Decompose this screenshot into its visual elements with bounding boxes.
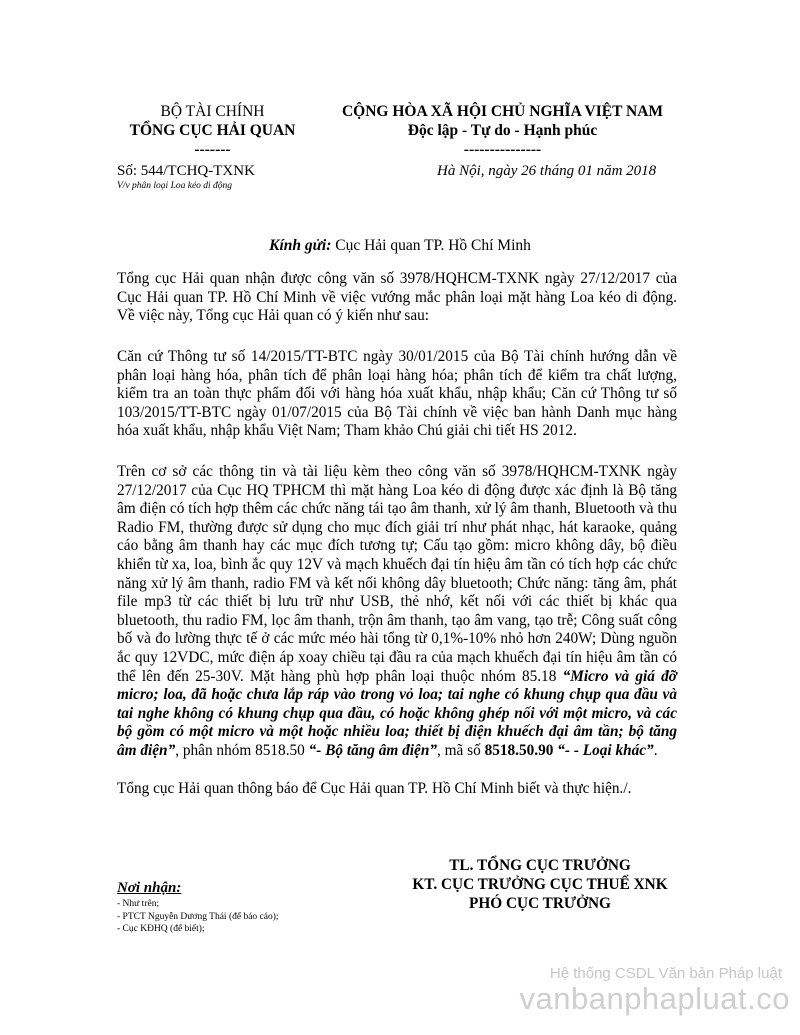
subheading-text: , phân nhóm 8518.50 (175, 741, 309, 759)
place-date: Hà Nội, ngày 26 tháng 01 năm 2018 (437, 163, 657, 179)
addressee-label: Kính gửi: (269, 237, 332, 254)
ministry-name: BỘ TÀI CHÍNH (160, 103, 265, 120)
national-heading (330, 102, 675, 159)
body-paragraph-4: Tổng cục Hải quan thông báo để Cục Hải quan TP. Hồ Chí Minh biết và thực hiện./. (117, 780, 632, 797)
classification-text: Trên cơ sở các thông tin và tài liệu kèm theo công văn số 3978/HQHCM-TXNK ngày 27/12/2017 của Cục HQ TPHCM thì mặt hàng Loa kéo di động được xác định là Bộ tăng âm điện có tích hợp thêm các chức năng tái tạo âm thanh, xử lý âm thanh, Bluetooth và thu Radio FM, thường được sử dụng cho mục đích giải trí như phát nhạc, hát karaoke, quảng cáo bằng âm thanh hay các mục đích tương tự; Cấu tạo gồm: micro không dây, bộ điều khiển từ xa, loa, bình ắc quy 12V và mạch khuếch đại tín hiệu âm tần có tích hợp các chức năng xử lý âm thanh, radio FM và kết nối không dây bluetooth; Chức năng: tăng âm, phát file mp3 từ các thiết bị lưu trữ như USB, thẻ nhớ, kết nối với các thiết bị khác qua bluetooth, thu radio FM, lọc âm thanh, trộn âm thanh, tạo âm vang, tạo trễ; Công suất công bố và đo lường thực tế ở các mức méo hài tổng từ 0,1%-10% nhỏ hơn 240W; Dùng nguồn ắc quy 12VDC, mức điện áp xoay chiều tại đầu ra của mạch khuếch đại tín hiệu âm tần có thể lên đến 25-30V. Mặt hàng phù hợp phân loại thuộc nhóm 85.18 (117, 463, 677, 685)
watermark-caption: Hệ thống CSDL Văn bản Pháp luật (549, 965, 782, 982)
subheading-quote: “- Bộ tăng âm điện” (308, 741, 437, 759)
signature-line-3: PHÓ CỤC TRƯỞNG (469, 895, 611, 912)
paragraph-end: . (653, 741, 658, 759)
document-subject: V/v phân loại Loa kéo di động (117, 181, 233, 191)
heading-85-18-quote: “Micro và giá đỡ micro; loa, đã hoặc chưa lắp ráp vào trong vỏ loa; tai nghe có khung chụp qua đầu và tai nghe không có khung chụp qua đầu, có hoặc không ghép nối với một micro, và các bộ gồm có một micro và một hoặc nhiều loa; thiết bị điện khuếch đại âm tần; bộ tăng âm điện” (117, 667, 677, 759)
addressee-name: Cục Hải quan TP. Hồ Chí Minh (331, 237, 531, 254)
body-paragraph-2: Căn cứ Thông tư số 14/2015/TT-BTC ngày 30/01/2015 của Bộ Tài chính hướng dẫn về phân loại hàng hóa, phân tích để phân loại hàng hóa; phân tích để kiểm tra chất lượng, kiểm tra an toàn thực phẩm đối với hàng hóa xuất khẩu, nhập khẩu; Căn cứ Thông tư số 103/2015/TT-BTC ngày 01/07/2015 của Bộ Tài chính về việc ban hành Danh mục hàng hóa xuất khẩu, nhập khẩu Việt Nam; Tham khảo Chú giải chi tiết HS 2012. (117, 348, 677, 440)
reference-number: Số: 544/TCHQ-TXNK (117, 163, 255, 179)
hs-code: 8518.50.90 (484, 741, 554, 759)
national-motto: Độc lập - Tự do - Hạnh phúc (407, 122, 598, 139)
watermark-site: vanbanphapluat.co (519, 981, 790, 1016)
recipient-item: - Cục KĐHQ (để biết); (117, 924, 205, 934)
issuer-separator: ------- (194, 141, 231, 158)
agency-name: TỔNG CỤC HẢI QUAN (129, 122, 296, 139)
recipient-item: - PTCT Nguyễn Dương Thái (để báo cáo); (117, 911, 279, 922)
signature-block (370, 856, 710, 913)
body-paragraph-3 (117, 463, 677, 761)
signature-line-1: TL. TỔNG CỤC TRƯỞNG (449, 857, 631, 874)
issuer-block (100, 102, 325, 159)
recipients-title: Nơi nhận: (117, 880, 182, 896)
code-label: , mã số (436, 741, 485, 759)
country-name: CỘNG HÒA XÃ HỘI CHỦ NGHĨA VIỆT NAM (341, 103, 664, 120)
recipient-item: - Như trên; (117, 899, 160, 909)
addressee-line (0, 237, 800, 255)
body-paragraph-1: Tổng cục Hải quan nhận được công văn số 3978/HQHCM-TXNK ngày 27/12/2017 của Cục Hải quan TP. Hồ Chí Minh về việc vướng mắc phân loại mặt hàng Loa kéo di động. Về việc này, Tổng cục Hải quan có ý kiến như sau: (117, 270, 677, 325)
motto-separator: --------------- (463, 141, 542, 158)
signature-line-2: KT. CỤC TRƯỞNG CỤC THUẾ XNK (412, 876, 668, 893)
code-description: “- - Loại khác” (553, 741, 654, 759)
recipients-list (117, 898, 279, 936)
